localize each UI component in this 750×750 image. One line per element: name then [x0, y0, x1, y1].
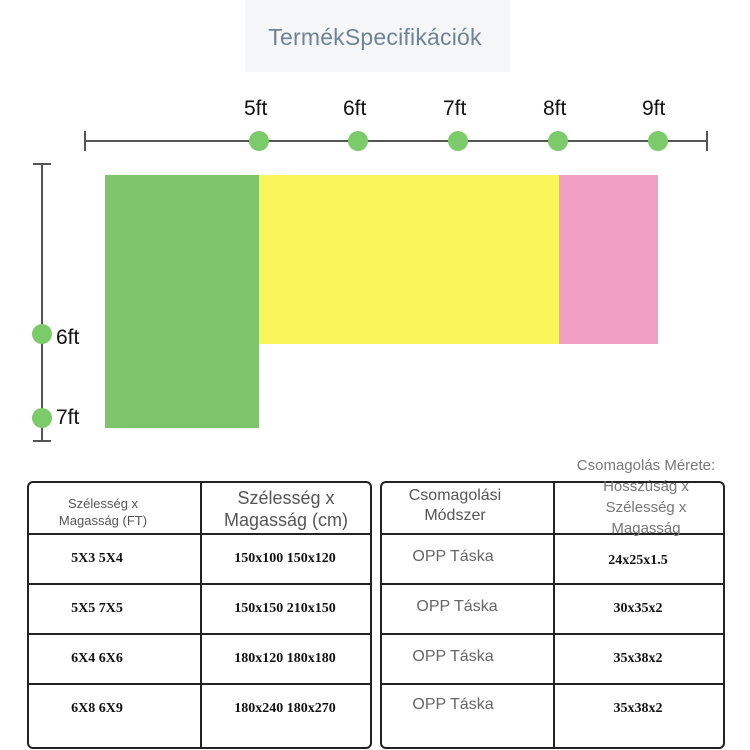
size-table-ft-cell: 5X5 7X5 — [71, 601, 123, 616]
size-table-header-cm: Szélesség x Magasság (cm) — [223, 488, 349, 530]
package-table-header-size: Csomagolás Mérete: Hosszúság x Szélesség x Magasság — [576, 457, 716, 537]
width-marker-dot-5ft — [249, 131, 269, 151]
width-marker-dot-9ft — [648, 131, 668, 151]
size-table-ft-cell: 6X4 6X6 — [71, 651, 123, 666]
package-size-cell: 35x38x2 — [613, 651, 663, 666]
width-tick-label-8ft: 8ft — [543, 97, 567, 120]
width-tick-label-6ft: 6ft — [343, 97, 367, 120]
width-marker-dot-8ft — [548, 131, 568, 151]
size-block-green — [105, 175, 259, 428]
package-size-cell: 30x35x2 — [613, 601, 663, 616]
size-table-cm-cell: 150x100 150x120 — [234, 551, 336, 566]
size-table-ft-cell: 5X3 5X4 — [71, 551, 123, 566]
width-scale-start-cap — [84, 131, 86, 151]
package-method-cell: OPP Táska — [412, 548, 494, 565]
size-table-cm-cell: 150x150 210x150 — [234, 601, 336, 616]
package-size-cell: 24x25x1.5 — [608, 553, 668, 568]
size-table-cm-cell: 180x120 180x180 — [234, 651, 336, 666]
size-table-ft-cell: 6X8 6X9 — [71, 701, 123, 716]
width-scale-line — [85, 140, 707, 142]
width-tick-label-9ft: 9ft — [642, 97, 666, 120]
height-marker-dot-7ft — [32, 408, 52, 428]
height-scale-bottom-cap — [33, 440, 51, 442]
package-size-cell: 35x38x2 — [613, 701, 663, 716]
height-scale-top-cap — [33, 163, 51, 165]
size-block-yellow — [259, 175, 559, 344]
width-scale-end-cap — [706, 131, 708, 151]
width-marker-dot-6ft — [348, 131, 368, 151]
height-tick-label-7ft: 7ft — [56, 406, 80, 429]
size-block-pink — [559, 175, 658, 344]
size-table — [27, 481, 372, 749]
page-title: TermékSpecifikációk — [268, 24, 482, 50]
package-method-cell: OPP Táska — [412, 696, 494, 713]
size-table-cm-cell: 180x240 180x270 — [234, 701, 336, 716]
width-marker-dot-7ft — [448, 131, 468, 151]
width-tick-label-5ft: 5ft — [244, 97, 268, 120]
package-method-cell: OPP Táska — [416, 598, 498, 615]
package-method-cell: OPP Táska — [412, 648, 494, 665]
package-table-header-method: Csomagolási Módszer — [408, 487, 502, 524]
height-scale-line — [41, 164, 43, 442]
height-tick-label-6ft: 6ft — [56, 326, 80, 349]
width-tick-label-7ft: 7ft — [443, 97, 467, 120]
size-table-header-ft: Szélesség x Magasság (FT) — [58, 496, 148, 528]
height-marker-dot-6ft — [32, 324, 52, 344]
